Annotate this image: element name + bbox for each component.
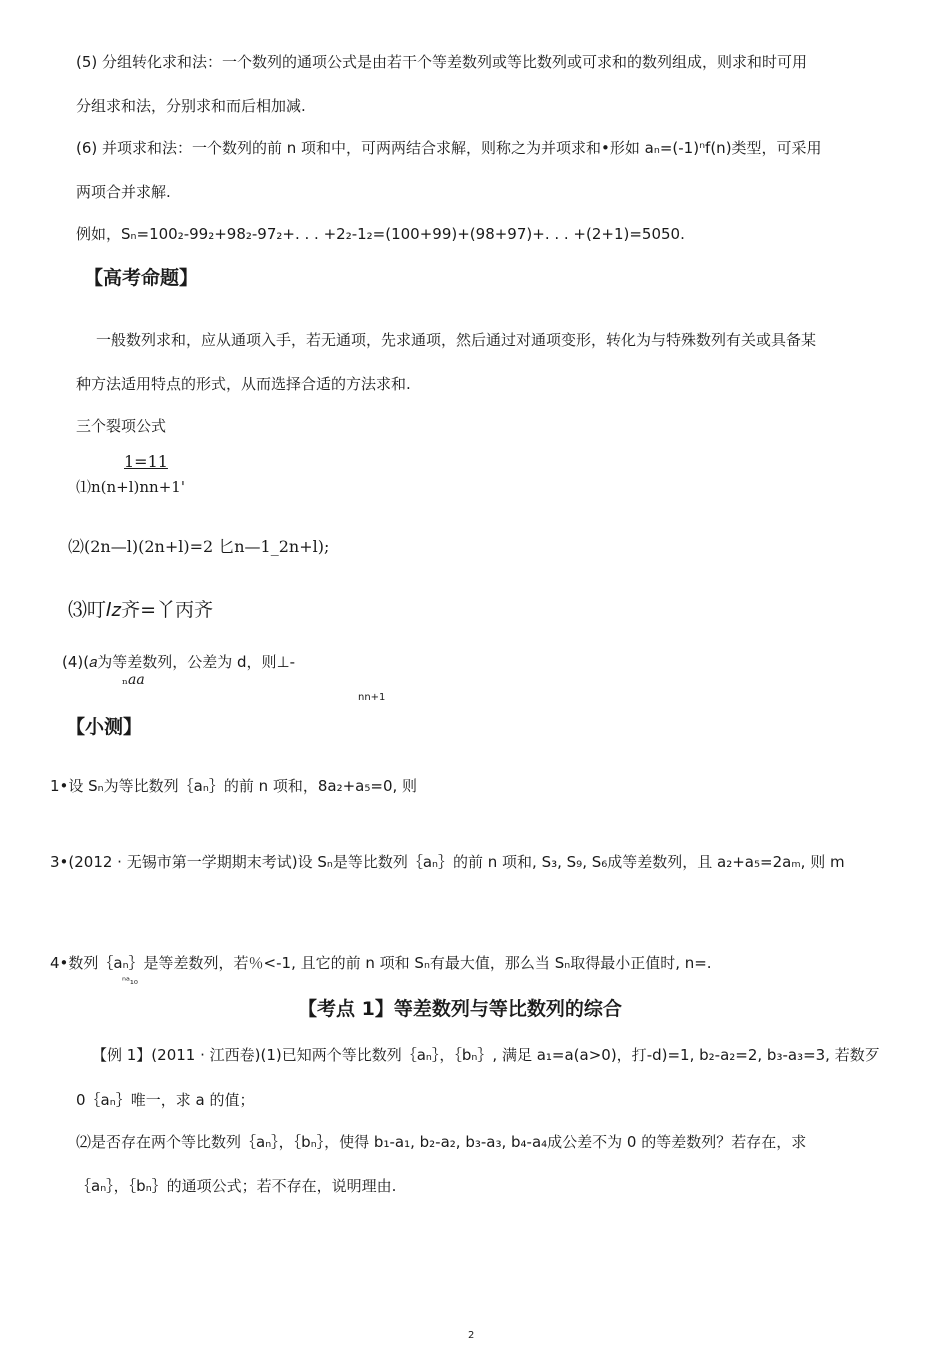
formula-1-denominator: ⑴n(n+l)nn+1': [76, 478, 185, 496]
formula-1-numerator: 1=11: [124, 452, 168, 471]
paragraph-5-line-1: (5) 分组转化求和法：一个数列的通项公式是由若干个等差数列或等比数列或可求和的数列组成，则求和时可用: [76, 53, 808, 71]
example-1-line-4: ｛aₙ｝，｛bₙ｝的通项公式；若不存在，说明理由.: [76, 1177, 397, 1195]
question-4-subscript: ⁿᵃ₁₀: [122, 976, 138, 987]
paragraph-6-line-1: (6) 并项求和法：一个数列的前 n 项和中，可两两结合求解，则称之为并项求和•形如 aₙ=(-1)ⁿf(n)类型，可采用: [76, 139, 822, 157]
example-line: 例如，Sₙ=100₂-99₂+98₂-97₂+. . . +2₂-1₂=(100+99)+(98+97)+. . . +(2+1)=5050.: [76, 225, 685, 243]
formula-3: ⑶叮𝐼𝑧齐=丫丙齐: [68, 599, 214, 621]
heading-xiaoce: 【小测】: [66, 716, 143, 738]
example-1-line-1: 【例 1】(2011 · 江西卷)(1)已知两个等比数列｛aₙ｝，｛bₙ｝, 满足 a₁=a(a>0)，打-d)=1, b₂-a₂=2, b₃-a₃=3, 若数歹: [92, 1046, 880, 1064]
example-1-line-3: ⑵是否存在两个等比数列｛aₙ｝，｛bₙ｝，使得 b₁-a₁, b₂-a₂, b₃-a₃, b₄-a₄成公差不为 0 的等差数列？若存在，求: [76, 1133, 807, 1151]
paragraph-5-line-2: 分组求和法，分别求和而后相加减.: [76, 97, 306, 115]
question-1: 1•设 Sₙ为等比数列｛aₙ｝的前 n 项和，8a₂+a₅=0, 则: [50, 777, 418, 795]
gaokao-line-1: 一般数列求和，应从通项入手，若无通项，先求通项，然后通过对通项变形，转化为与特殊数列有关或具备某: [96, 331, 817, 349]
formula-4-tail: nn+1: [358, 692, 386, 703]
three-formulas-label: 三个裂项公式: [76, 417, 167, 435]
heading-kaodian-1: 【考点 1】等差数列与等比数列的综合: [298, 998, 622, 1020]
question-3: 3•(2012 · 无锡市第一学期期末考试)设 Sₙ是等比数列｛aₙ｝的前 n 项和, S₃, S₉, S₆成等差数列，且 a₂+a₅=2aₘ, 则 m: [50, 853, 845, 871]
page-number: 2: [468, 1330, 475, 1341]
heading-gaokao: 【高考命题】: [84, 267, 199, 289]
paragraph-6-line-2: 两项合并求解.: [76, 183, 171, 201]
gaokao-line-2: 种方法适用特点的形式，从而选择合适的方法求和.: [76, 375, 411, 393]
formula-4: (4)(𝑎为等差数列，公差为 d，则⊥-: [62, 653, 296, 671]
example-1-line-2: 0｛aₙ｝唯一，求 a 的值；: [76, 1091, 255, 1109]
question-4: 4•数列｛aₙ｝是等差数列，若％<-1, 且它的前 n 项和 Sₙ有最大值，那么当 Sₙ取得最小正值时, n=.: [50, 954, 712, 972]
formula-4-subscript: ₙ𝑎𝑎: [122, 672, 145, 688]
formula-2: ⑵(2n—l)(2n+l)=2 匕n—1_2n+l);: [68, 537, 330, 556]
